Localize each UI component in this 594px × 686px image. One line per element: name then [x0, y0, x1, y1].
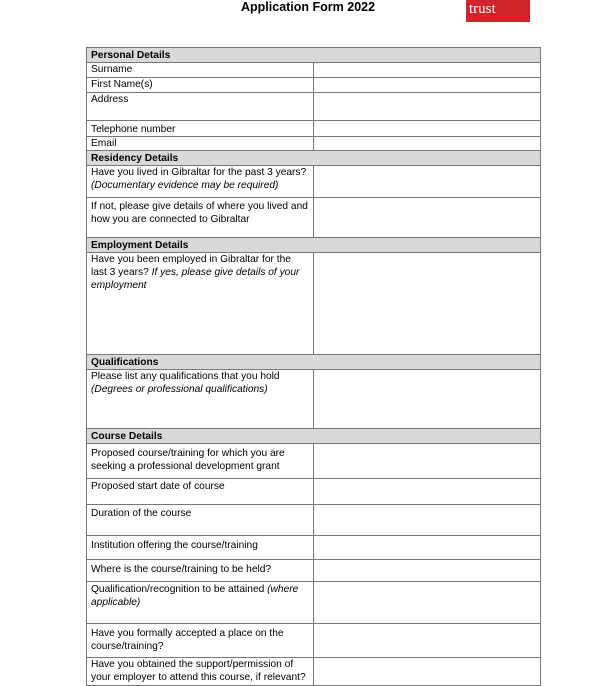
question-text: Qualification/recognition to be attained: [91, 584, 265, 595]
address-input[interactable]: [314, 93, 541, 121]
form-row: [87, 479, 541, 505]
first-names-input[interactable]: [314, 78, 541, 93]
start-date-input[interactable]: [314, 479, 541, 505]
section-heading: Course Details: [87, 429, 541, 444]
field-label-proposed-course: Proposed course/training for which you are seeking a professional development grant: [87, 444, 314, 479]
form-row: [87, 624, 541, 658]
field-label-lived-in-gibraltar: [87, 166, 314, 198]
section-heading: Residency Details: [87, 151, 541, 166]
field-label-qualification-attained: [87, 582, 314, 624]
proposed-course-input[interactable]: [314, 444, 541, 479]
section-residency-details: [87, 151, 541, 166]
form-row: [87, 78, 541, 93]
form-row: [87, 121, 541, 137]
form-row: [87, 505, 541, 536]
field-label-first-names: First Name(s): [87, 78, 314, 93]
form-row: [87, 560, 541, 582]
field-label-telephone: Telephone number: [87, 121, 314, 137]
section-heading: Personal Details: [87, 48, 541, 63]
form-row: [87, 137, 541, 151]
field-label-email: Email: [87, 137, 314, 151]
question-text: Have you lived in Gibraltar for the past 3 years?: [91, 167, 307, 178]
field-label-address: Address: [87, 93, 314, 121]
question-note: (Degrees or professional qualifications): [91, 384, 268, 395]
form-row: [87, 444, 541, 479]
field-label-employment: [87, 253, 314, 355]
field-label-duration: Duration of the course: [87, 505, 314, 536]
surname-input[interactable]: [314, 63, 541, 78]
form-row: [87, 166, 541, 198]
connection-details-input[interactable]: [314, 198, 541, 238]
employer-support-input[interactable]: [314, 658, 541, 686]
question-text: Have you been employed in Gibraltar for the last 3 years?: [91, 254, 291, 278]
section-heading: Qualifications: [87, 355, 541, 370]
form-row: [87, 582, 541, 624]
lived-in-gibraltar-input[interactable]: [314, 166, 541, 198]
form-row: [87, 658, 541, 686]
application-form-table: [86, 47, 541, 686]
section-personal-details: [87, 48, 541, 63]
qualification-attained-input[interactable]: [314, 582, 541, 624]
section-qualifications: [87, 355, 541, 370]
field-label-surname: Surname: [87, 63, 314, 78]
form-row: [87, 63, 541, 78]
trust-logo: [466, 0, 530, 22]
form-row: [87, 198, 541, 238]
form-row: [87, 536, 541, 560]
form-row: [87, 93, 541, 121]
section-employment-details: [87, 238, 541, 253]
form-row: [87, 253, 541, 355]
form-row: [87, 370, 541, 429]
form-title: Application Form 2022: [241, 0, 376, 14]
section-heading: Employment Details: [87, 238, 541, 253]
question-text: Please list any qualifications that you hold: [91, 371, 280, 382]
qualifications-input[interactable]: [314, 370, 541, 429]
institution-input[interactable]: [314, 536, 541, 560]
field-label-course-location: Where is the course/training to be held?: [87, 560, 314, 582]
accepted-place-input[interactable]: [314, 624, 541, 658]
question-note: If yes, please give details of your employment: [91, 267, 300, 291]
employment-input[interactable]: [314, 253, 541, 355]
course-location-input[interactable]: [314, 560, 541, 582]
question-note: (where applicable): [91, 584, 299, 608]
field-label-employer-support: Have you obtained the support/permission of your employer to attend this course, if relevant?: [87, 658, 314, 686]
section-course-details: [87, 429, 541, 444]
field-label-qualifications: [87, 370, 314, 429]
field-label-accepted-place: Have you formally accepted a place on the course/training?: [87, 624, 314, 658]
logo-text: trust: [469, 1, 496, 17]
field-label-start-date: Proposed start date of course: [87, 479, 314, 505]
field-label-connection-details: If not, please give details of where you lived and how you are connected to Gibraltar: [87, 198, 314, 238]
telephone-input[interactable]: [314, 121, 541, 137]
duration-input[interactable]: [314, 505, 541, 536]
email-input[interactable]: [314, 137, 541, 151]
question-note: (Documentary evidence may be required): [91, 180, 279, 191]
field-label-institution: Institution offering the course/training: [87, 536, 314, 560]
